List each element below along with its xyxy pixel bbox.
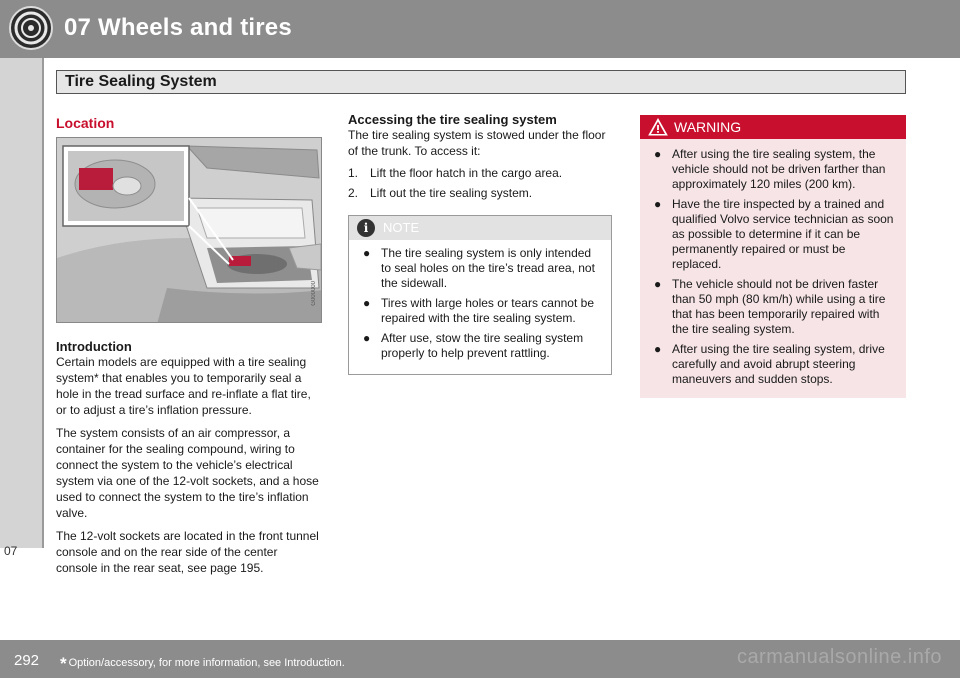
column-left [56,112,322,576]
warning-title: WARNING [674,119,742,135]
warning-body [640,139,906,398]
list-item: ● After using the tire sealing system, drive carefully and avoid abrupt steering maneuvers and sudden stops. [654,342,885,386]
note-body [349,240,611,374]
page-number: 292 [14,652,40,669]
step-text: Lift out the tire sealing system. [370,186,533,200]
list-item: ● After use, stow the tire sealing system properly to help prevent rattling. [363,331,584,360]
chapter-title: 07 Wheels and tires [64,14,292,41]
intro-paragraph: Certain models are equipped with a tire sealing system* that enables you to temporarily seal a hole in the tread surface and re-inflate a flat tire, or to adjust a tire’s inflation pressure. [56,355,311,417]
steps-list [348,165,612,201]
chapter-side-tab [0,58,44,558]
note-text: Tires with large holes or tears cannot be repaired with the tire sealing system. [381,296,594,325]
watermark: carmanualsonline.info [736,646,942,668]
list-item: ● The vehicle should not be driven faster than 50 mph (80 km/h) while using a tire that has been temporarily repaired with the tire sealing system. [654,277,886,336]
list-item [348,165,612,181]
note-title: NOTE [383,220,420,235]
footnote [60,654,345,674]
introduction-heading: Introduction [56,339,132,354]
warning-text: The vehicle should not be driven faster than 50 mph (80 km/h) while using a tire that has been temporarily repaired with the tire sealing system. [672,277,886,336]
page-footer [0,640,960,678]
step-number: 2. [348,186,359,200]
column-right [640,112,906,398]
note-box [348,215,612,375]
list-item: ● After using the tire sealing system, the vehicle should not be driven farther than approximately 120 miles (200 km). [654,147,886,191]
page-header [0,0,960,58]
trunk-illustration [56,137,322,323]
column-middle [348,112,612,375]
step-text: Lift the floor hatch in the cargo area. [370,166,563,180]
accessing-heading: Accessing the tire sealing system [348,112,557,127]
intro-paragraph: The system consists of an air compressor, a container for the sealing compound, wiring to connect the system to the vehicle’s electrical system via one of the 12-volt sockets, and a hose used to connect the system to the tire’s inflation valve. [56,426,319,520]
step-number: 1. [348,166,359,180]
warning-header [640,115,906,139]
list-item: ● Have the tire inspected by a trained and qualified Volvo service technician as soon as possible to determine if it can be permanently repaired or must be replaced. [654,197,894,271]
footnote-star: * [60,654,67,673]
figure-code: G000000 [311,281,317,306]
section-title: Tire Sealing System [65,73,217,90]
note-header [349,216,611,240]
warning-box [640,115,906,398]
trunk-illustration-drawing [57,138,322,323]
note-text: After use, stow the tire sealing system properly to help prevent rattling. [381,331,584,360]
info-icon: i [357,219,375,237]
footnote-text: Option/accessory, for more information, see Introduction. [68,657,345,669]
warning-text: After using the tire sealing system, the vehicle should not be driven farther than approximately 120 miles (200 km). [672,147,886,191]
tire-icon [9,6,53,50]
warning-text: Have the tire inspected by a trained and qualified Volvo service technician as soon as possible to determine if it can be permanently repaired or must be replaced. [672,197,894,271]
side-tab-label: 07 [4,544,18,558]
warning-text: After using the tire sealing system, drive carefully and avoid abrupt steering maneuvers and sudden stops. [672,342,885,386]
note-text: The tire sealing system is only intended to seal holes on the tire’s tread area, not the sidewall. [381,246,595,290]
intro-paragraph: The 12-volt sockets are located in the front tunnel console and on the rear side of the center console in the rear seat, see page 195. [56,529,319,575]
list-item [348,185,612,201]
list-item: ● The tire sealing system is only intended to seal holes on the tire’s tread area, not the sidewall. [363,246,595,290]
list-item: ● Tires with large holes or tears cannot be repaired with the tire sealing system. [363,296,594,325]
warning-triangle-icon [648,118,668,141]
location-heading: Location [56,115,115,131]
accessing-intro: The tire sealing system is stowed under the floor of the trunk. To access it: [348,128,606,158]
section-bar [56,70,906,94]
